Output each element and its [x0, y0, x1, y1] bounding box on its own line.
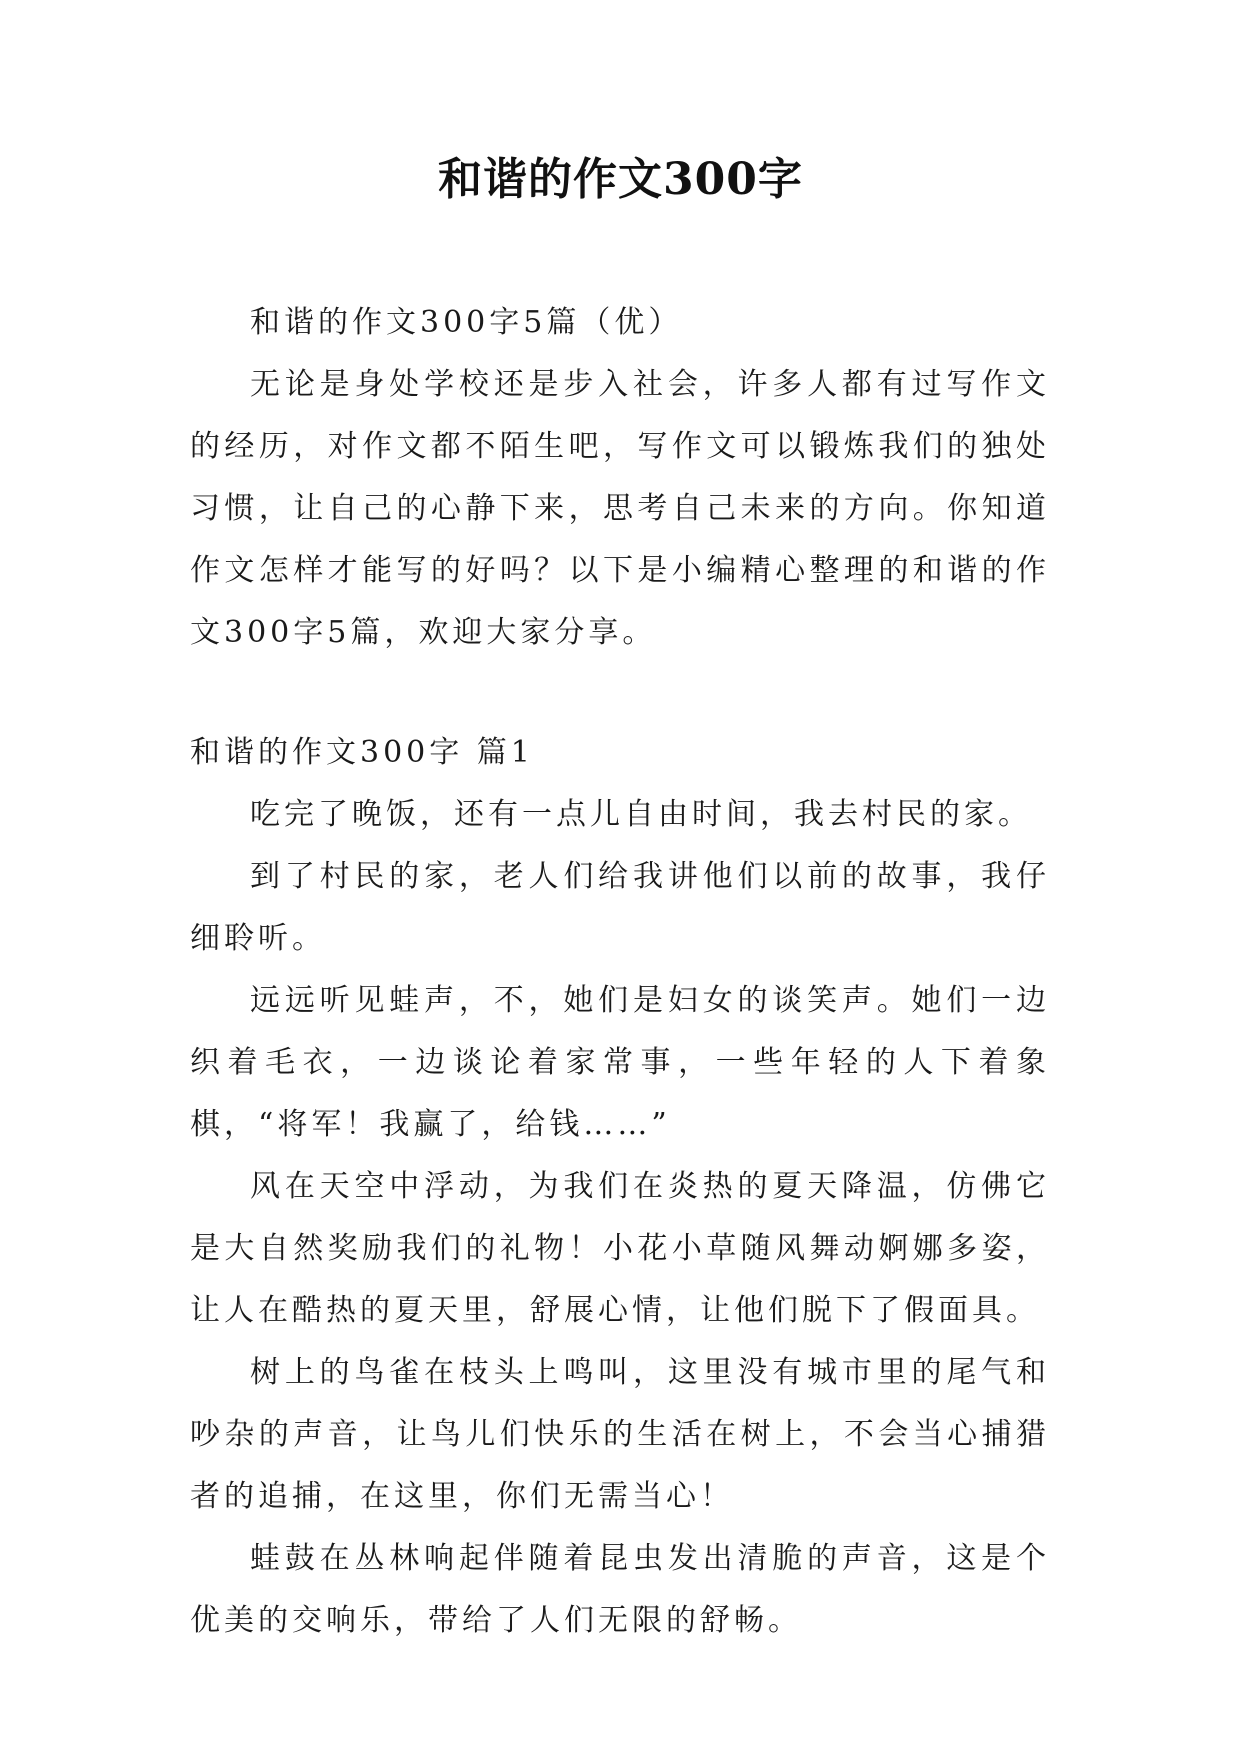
section-heading: 和谐的作文300字 篇1	[190, 735, 534, 770]
body-paragraph: 蛙鼓在丛林响起伴随着昆虫发出清脆的声音，这是个优美的交响乐，带给了人们无限的舒畅。	[190, 1541, 1050, 1638]
intro-paragraph: 无论是身处学校还是步入社会，许多人都有过写作文的经历，对作文都不陌生吧，写作文可以锻炼我们的独处习惯，让自己的心静下来，思考自己未来的方向。你知道作文怎样才能写的好吗？以下是小编精心整理的和谐的作文300字5篇，欢迎大家分享。	[190, 367, 1050, 650]
body-paragraph: 风在天空中浮动，为我们在炎热的夏天降温，仿佛它是大自然奖励我们的礼物！小花小草随风舞动婀娜多姿，让人在酷热的夏天里，舒展心情，让他们脱下了假面具。	[190, 1169, 1050, 1328]
body-paragraph: 远远听见蛙声，不，她们是妇女的谈笑声。她们一边织着毛衣，一边谈论着家常事，一些年轻的人下着象棋，“将军！我赢了，给钱……”	[190, 983, 1050, 1142]
body-paragraph: 到了村民的家，老人们给我讲他们以前的故事，我仔细聆听。	[190, 859, 1050, 956]
subtitle: 和谐的作文300字5篇（优）	[250, 305, 683, 340]
body-paragraph: 吃完了晚饭，还有一点儿自由时间，我去村民的家。	[250, 797, 1032, 832]
document-title: 和谐的作文300字	[438, 154, 803, 205]
document-body	[190, 292, 1050, 1652]
section-gap	[190, 664, 1050, 722]
body-paragraph: 树上的鸟雀在枝头上鸣叫，这里没有城市里的尾气和吵杂的声音，让鸟儿们快乐的生活在树上，不会当心捕猎者的追捕，在这里，你们无需当心！	[190, 1355, 1050, 1514]
